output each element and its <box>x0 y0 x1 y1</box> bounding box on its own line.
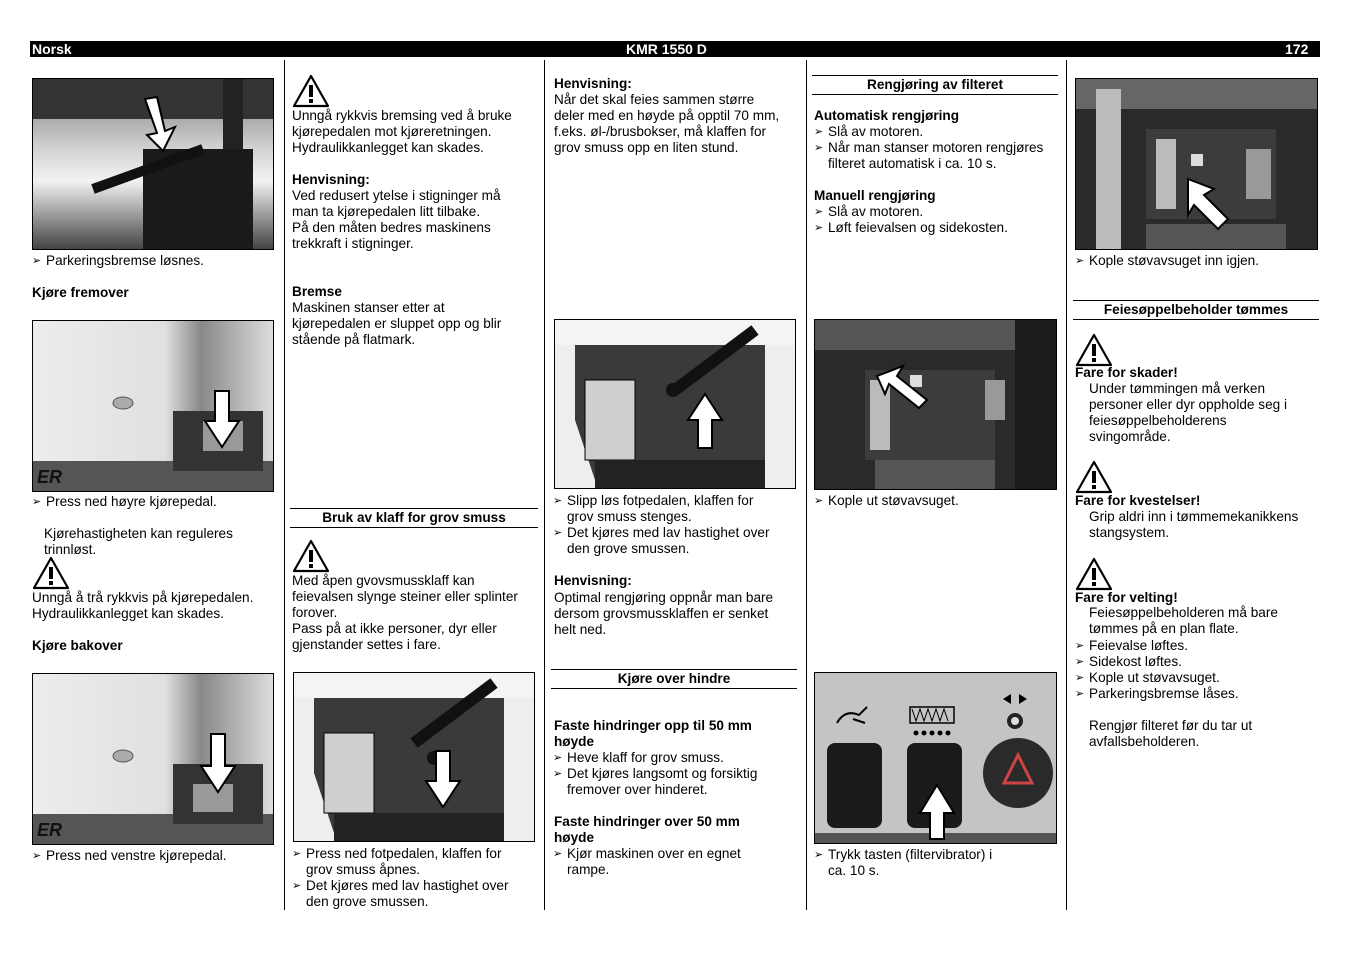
col2-note-line4: trekkraft i stigninger. <box>292 236 414 251</box>
danger-tipping-line1: Feiesøppelbeholderen må bare <box>1089 605 1278 620</box>
flap-pedal-down-photo <box>293 672 535 842</box>
ramp-step: ➢ Kjør maskinen over en egnet <box>567 846 741 862</box>
header-page-number: 172 <box>1285 41 1309 57</box>
heading-drive-forward: Kjøre fremover <box>32 285 129 300</box>
flap-close-line1: ➢ Slipp løs fotpedalen, klaffen for <box>567 493 753 509</box>
col3-note2-line1: Optimal rengjøring oppnår man bare <box>554 590 774 605</box>
danger-crush-line1: Grip aldri inn i tømmemekanikkens <box>1089 509 1299 524</box>
column-divider <box>284 60 285 910</box>
hopper-note-line2: avfallsbeholderen. <box>1089 734 1200 749</box>
danger-crush-line2: stangsystem. <box>1089 525 1170 540</box>
flap-close-line3: ➢ Det kjøres med lav hastighet over <box>567 525 769 541</box>
flap-warning-line1: Med åpen gvovsmussklaff kan <box>292 573 475 588</box>
ramp-step-cont: rampe. <box>567 862 610 877</box>
manual-step1: ➢ Slå av motoren. <box>828 204 923 220</box>
speed-note-line2: trinnløst. <box>44 542 97 557</box>
flap-close-line2: grov smuss stenges. <box>567 509 692 524</box>
danger-injury-line2: personer eller dyr oppholde seg i <box>1089 397 1287 412</box>
dust-extraction-off-photo <box>814 319 1057 490</box>
warning-icon <box>1075 333 1113 367</box>
section-empty-hopper: Feiesøppelbeholder tømmes <box>1073 300 1319 320</box>
heading-obstacles-under-50-line2: høyde <box>554 734 595 749</box>
heading-manual-cleaning: Manuell rengjøring <box>814 188 936 203</box>
col3-note2-heading: Henvisning: <box>554 573 632 588</box>
col2-warning-line1: Unngå rykkvis bremsing ved å bruke <box>292 108 512 123</box>
flap-warning-line5: gjenstander settes i fare. <box>292 637 441 652</box>
manual-step2: ➢ Løft feievalsen og sidekosten. <box>828 220 1008 236</box>
warning-icon <box>1075 460 1113 494</box>
brake-line2: kjørepedalen er sluppet opp og blir <box>292 316 502 331</box>
column-divider <box>544 60 545 910</box>
header-language: Norsk <box>32 41 72 57</box>
col3-note-line1: Når det skal feies sammen større <box>554 92 755 107</box>
section-filter-cleaning: Rengjøring av filteret <box>812 75 1058 95</box>
dust-extraction-on-photo <box>1075 78 1318 250</box>
caption-dust-off: ➢ Kople ut støvavsuget. <box>828 493 959 509</box>
control-panel-photo <box>814 672 1057 844</box>
flap-open-line1: ➢ Press ned fotpedalen, klaffen for <box>306 846 501 862</box>
flap-open-line2: grov smuss åpnes. <box>306 862 421 877</box>
hopper-step3: ➢ Kople ut støvavsuget. <box>1089 670 1220 686</box>
heading-drive-backward: Kjøre bakover <box>32 638 123 653</box>
hopper-note-line1: Rengjør filteret før du tar ut <box>1089 718 1253 733</box>
heading-brake: Bremse <box>292 284 342 299</box>
forward-pedal-photo <box>32 320 274 492</box>
page-header <box>30 41 1320 57</box>
col3-note-line2: deler med en høyde på opptil 70 mm, <box>554 108 780 123</box>
caption-right-pedal: ➢ Press ned høyre kjørepedal. <box>46 494 217 510</box>
caption-parking-brake: ➢ Parkeringsbremse løsnes. <box>46 253 204 269</box>
col2-note-line2: man ta kjørepedalen litt tilbake. <box>292 204 481 219</box>
hopper-step2: ➢ Sidekost løftes. <box>1089 654 1182 670</box>
warning-icon <box>1075 557 1113 591</box>
danger-injury-line1: Under tømmingen må verken <box>1089 381 1266 396</box>
flap-warning-line2: feievalsen slynge steiner eller splinter <box>292 589 518 604</box>
hopper-step1: ➢ Feievalse løftes. <box>1089 638 1188 654</box>
heading-obstacles-over-50-line2: høyde <box>554 830 595 845</box>
heading-obstacles-under-50: Faste hindringer opp til 50 mm <box>554 718 752 733</box>
auto-step1: ➢ Slå av motoren. <box>828 124 923 140</box>
caption-left-pedal: ➢ Press ned venstre kjørepedal. <box>46 848 227 864</box>
col2-warning-line2: kjørepedalen mot kjøreretningen. <box>292 124 492 139</box>
danger-injury-heading: Fare for skader! <box>1075 365 1178 380</box>
col3-note-line3: f.eks. øl-/brusbokser, må klaffen for <box>554 124 767 139</box>
header-model: KMR 1550 D <box>626 41 707 57</box>
col2-note-heading: Henvisning: <box>292 172 370 187</box>
auto-step2-cont: filteret automatisk i ca. 10 s. <box>828 156 997 171</box>
warning-icon <box>292 74 330 108</box>
warning-text-line2: Hydraulikkanlegget kan skades. <box>32 606 224 621</box>
flap-open-line4: den grove smussen. <box>306 894 429 909</box>
speed-note-line1: Kjørehastigheten kan reguleres <box>44 526 233 541</box>
obstacle-step2: ➢ Det kjøres langsomt og forsiktig <box>567 766 757 782</box>
flap-close-line4: den grove smussen. <box>567 541 690 556</box>
svg-text:ER: ER <box>37 820 63 840</box>
column-divider <box>1066 60 1067 910</box>
heading-obstacles-over-50: Faste hindringer over 50 mm <box>554 814 740 829</box>
hopper-step4: ➢ Parkeringsbremse låses. <box>1089 686 1239 702</box>
auto-step2: ➢ Når man stanser motoren rengjøres <box>828 140 1043 156</box>
warning-icon <box>32 556 70 590</box>
brake-line3: stående på flatmark. <box>292 332 416 347</box>
warning-icon <box>292 539 330 573</box>
flap-warning-line4: Pass på at ikke personer, dyr eller <box>292 621 497 636</box>
brake-line1: Maskinen stanser etter at <box>292 300 445 315</box>
obstacle-step2-cont: fremover over hinderet. <box>567 782 708 797</box>
flap-open-line3: ➢ Det kjøres med lav hastighet over <box>306 878 508 894</box>
col3-note-line4: grov smuss opp en liten stund. <box>554 140 739 155</box>
heading-auto-cleaning: Automatisk rengjøring <box>814 108 960 123</box>
warning-text-line1: Unngå å trå rykkvis på kjørepedalen. <box>32 590 254 605</box>
section-obstacles: Kjøre over hindre <box>551 669 797 689</box>
obstacle-step1: ➢ Heve klaff for grov smuss. <box>567 750 724 766</box>
danger-tipping-heading: Fare for velting! <box>1075 590 1178 605</box>
flap-warning-line3: forover. <box>292 605 338 620</box>
col2-warning-line3: Hydraulikkanlegget kan skades. <box>292 140 484 155</box>
svg-text:ER: ER <box>37 467 63 487</box>
col3-note2-line2: dersom grovsmussklaffen er senket <box>554 606 769 621</box>
danger-injury-line3: feiesøppelbeholderens <box>1089 413 1227 428</box>
col3-note-heading: Henvisning: <box>554 76 632 91</box>
caption-dust-on: ➢ Kople støvavsuget inn igjen. <box>1089 253 1259 269</box>
danger-crush-heading: Fare for kvestelser! <box>1075 493 1201 508</box>
col3-note2-line3: helt ned. <box>554 622 607 637</box>
caption-filter-vibrator: ➢ Trykk tasten (filtervibrator) i <box>828 847 992 863</box>
danger-tipping-line2: tømmes på en plan flate. <box>1089 621 1239 636</box>
danger-injury-line4: svingområde. <box>1089 429 1171 444</box>
col2-note-line1: Ved redusert ytelse i stigninger må <box>292 188 501 203</box>
caption-filter-vibrator-cont: ca. 10 s. <box>828 863 880 878</box>
column-divider <box>806 60 807 910</box>
backward-pedal-photo <box>32 673 274 845</box>
section-coarse-dirt-flap: Bruk av klaff for grov smuss <box>290 508 538 528</box>
col2-note-line3: På den måten bedres maskinens <box>292 220 491 235</box>
parking-brake-photo <box>32 78 274 250</box>
flap-pedal-up-photo <box>554 319 796 489</box>
